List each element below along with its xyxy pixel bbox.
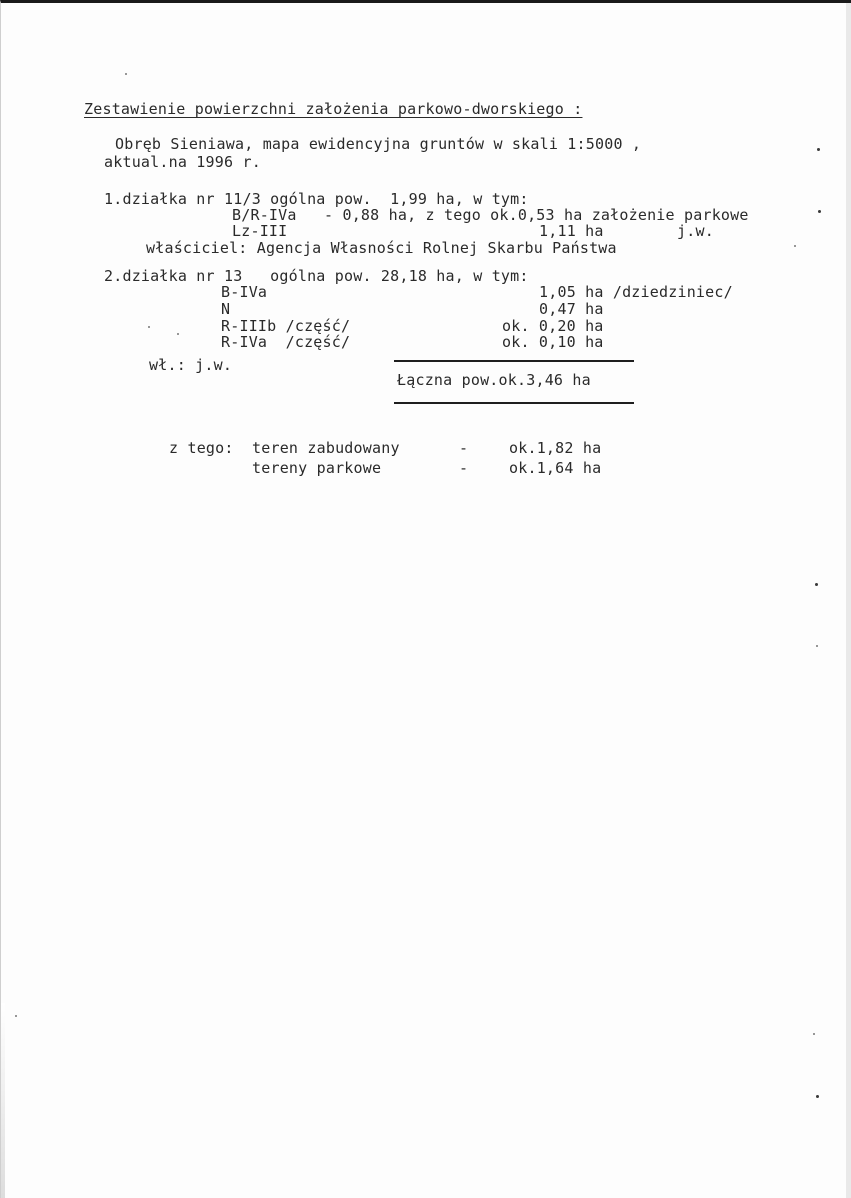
intro-line-1: Obręb Sieniawa, mapa ewidencyjna gruntów w skali 1:5000 , <box>115 135 642 153</box>
scan-speck <box>177 333 179 335</box>
total-rule-top <box>394 360 634 362</box>
parcel-1-header: 1.działka nr 11/3 ogólna pow. 1,99 ha, w tym: <box>104 190 529 208</box>
scan-speck <box>818 210 821 213</box>
parcel-1-row-1-value: - 0,88 ha, z tego ok.0,53 ha założenie parkowe <box>324 206 749 224</box>
scan-speck <box>817 148 820 151</box>
breakdown-row-1-label: teren zabudowany <box>252 439 400 457</box>
parcel-1-row-2-label: Lz-III <box>232 222 288 240</box>
scan-speck <box>794 245 796 247</box>
scan-left-edge <box>1 1003 5 1198</box>
parcel-1-owner: właściciel: Agencja Własności Rolnej Skarbu Państwa <box>146 239 617 257</box>
scan-speck <box>813 1033 815 1035</box>
scan-speck <box>815 583 818 586</box>
scan-speck <box>816 645 818 647</box>
parcel-2-row-1-label: B-IVa <box>221 283 268 301</box>
parcel-2-row-3-label: R-IIIb /część/ <box>221 317 351 335</box>
parcel-2-row-1-value: 1,05 ha /dziedziniec/ <box>539 283 733 301</box>
breakdown-row-2-value: ok.1,64 ha <box>509 459 602 477</box>
parcel-2-header: 2.działka nr 13 ogólna pow. 28,18 ha, w tym: <box>104 267 529 285</box>
scan-speck <box>816 1095 819 1098</box>
parcel-2-row-2-label: N <box>221 300 231 318</box>
total-area: Łączna pow.ok.3,46 ha <box>397 371 591 389</box>
parcel-1-row-1-label: B/R-IVa <box>232 206 297 224</box>
scan-right-edge <box>846 3 851 1198</box>
intro-line-2: aktual.na 1996 r. <box>104 153 261 171</box>
breakdown-row-2-dash: - <box>459 459 469 477</box>
breakdown-row-2-label: tereny parkowe <box>252 459 382 477</box>
parcel-1-row-2-note: j.w. <box>677 222 714 240</box>
parcel-2-row-2-value: 0,47 ha <box>539 300 604 318</box>
scan-speck <box>148 326 150 328</box>
breakdown-row-1-value: ok.1,82 ha <box>509 439 602 457</box>
scan-speck <box>15 1015 17 1017</box>
total-rule-bottom <box>394 402 634 404</box>
scan-speck <box>125 73 127 75</box>
parcel-2-row-3-value: ok. 0,20 ha <box>502 317 604 335</box>
parcel-2-owner: wł.: j.w. <box>149 356 233 374</box>
document-title: Zestawienie powierzchni założenia parkowo-dworskiego : <box>84 100 583 118</box>
parcel-2-row-4-label: R-IVa /część/ <box>221 333 351 351</box>
breakdown-row-1-dash: - <box>459 439 469 457</box>
parcel-2-row-4-value: ok. 0,10 ha <box>502 333 604 351</box>
parcel-1-row-2-value: 1,11 ha <box>539 222 604 240</box>
breakdown-prefix: z tego: <box>169 439 234 457</box>
